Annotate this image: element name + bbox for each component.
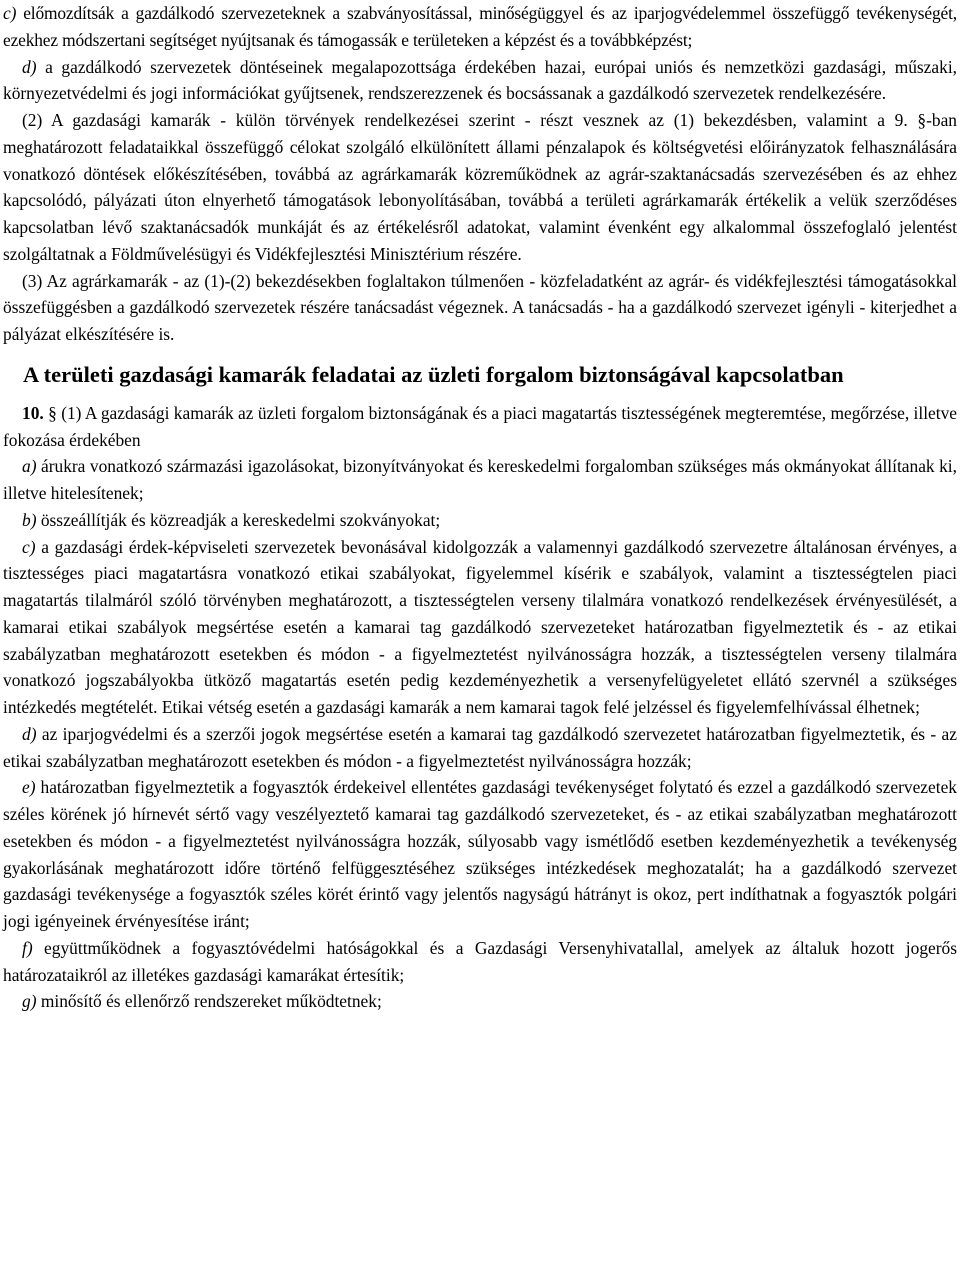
- paragraph-text: előmozdítsák a gazdálkodó szervezeteknek a szabványosítással, minőségüggyel és az iparjogvédelemmel összefüggő tevékenységét, ezekhez módszertani segítséget nyújtsanak és támogassák e területeken a képzést és a továbbképzést;: [3, 3, 957, 50]
- item-label: c): [3, 3, 17, 23]
- paragraph-text: határozatban figyelmeztetik a fogyasztók érdekeivel ellentétes gazdasági tevékenységet folytató és ezzel a gazdálkodó szervezetek széles körének jó hírnevét sértő vagy veszélyeztető kamarai tag gazdálkodó szervezeteket, és - az etikai szabályzatban meghatározott esetekben és módon - a figyelmeztetést nyilvánosságra hozzák, súlyosabb vagy ismétlődő esetben kezdeményezhetik a tevékenység gyakorlásának meghatározott időre történő felfüggesztéséhez szükséges intézkedések meghozatalát; ha a gazdálkodó szervezet gazdasági tevékenysége a fogyasztók széles körét érintő vagy jelentős nagyságú hátrányt is okoz, pert indíthatnak a fogyasztók polgári jogi igényeinek érvényesítése iránt;: [3, 777, 957, 931]
- paragraph-text: árukra vonatkozó származási igazolásokat, bizonyítványokat és kereskedelmi forgalomban szükséges más okmányokat állítanak ki, illetve hitelesítenek;: [3, 456, 957, 503]
- paragraph-e: [3, 774, 957, 935]
- paragraph-2: [3, 107, 957, 268]
- item-label: d): [22, 56, 37, 77]
- paragraph-a: [3, 453, 957, 507]
- paragraph-text: az iparjogvédelmi és a szerzői jogok megsértése esetén a kamarai tag gazdálkodó szervezetet határozatban figyelmeztetik, és - az etikai szabályzatban meghatározott esetekben és módon - a figyelmeztetést nyilvánosságra hozzák;: [3, 723, 957, 771]
- item-label: f): [22, 937, 33, 958]
- paragraph-text: a gazdasági érdek-képviseleti szervezetek bevonásával kidolgozzák a valamennyi gazdálkodó szervezetre általánosan érvényes, a tisztességes piaci magatartásra vonatkozó etikai szabályokat, figyelemmel kísérik e szabályok, valamint a tisztességtelen piaci magatartás tilalmáról szóló törvényben meghatározott, a tisztességtelen verseny tilalmára vonatkozó rendelkezések érvényesülését, a kamarai etikai szabályok megsértése esetén a kamarai tag gazdálkodó szervezeteket határozatban figyelmeztetik és - az etikai szabályzatban meghatározott esetekben és módon - a figyelmeztetést nyilvánosságra hozzák, a tisztességtelen verseny tilalmára vonatkozó jogszabályokba ütköző magatartás esetén pedig kezdeményezhetik a versenyfelügyeletet ellátó szervnél a szükséges intézkedés megtételét. Etikai vétség esetén a gazdasági kamarák a nem kamarai tagok felé jelzéssel és figyelemfelhívással élhetnek;: [3, 536, 957, 717]
- paragraph-c2: [3, 534, 957, 721]
- paragraph-text: összeállítják és közreadják a kereskedelmi szokványokat;: [36, 509, 441, 530]
- paragraph-c: [3, 0, 957, 54]
- paragraph-text: § (1) A gazdasági kamarák az üzleti forgalom biztonságának és a piaci magatartás tisztességének megteremtése, megőrzése, illetve fokozása érdekében: [3, 402, 957, 450]
- section-number: 10.: [22, 402, 44, 423]
- paragraph-b: [3, 507, 957, 534]
- paragraph-text: a gazdálkodó szervezetek döntéseinek megalapozottsága érdekében hazai, európai uniós és nemzetközi gazdasági, műszaki, környezetvédelmi és jogi információkat gyűjtsenek, rendszerezzenek és bocsássanak a gazdálkodó szervezetek rendelkezésére.: [3, 56, 957, 104]
- paragraph-text: együttműködnek a fogyasztóvédelmi hatóságokkal és a Gazdasági Versenyhivatallal, amelyek az általuk hozott jogerős határozataikról az illetékes gazdasági kamarákat értesítik;: [3, 937, 957, 985]
- item-label: g): [22, 991, 37, 1012]
- paragraph-10-1: [3, 400, 957, 454]
- item-label: d): [22, 723, 37, 744]
- paragraph-f: [3, 935, 957, 989]
- paragraph-g: [3, 988, 957, 1015]
- paragraph-3: [3, 268, 957, 348]
- paragraph-text: (2) A gazdasági kamarák - külön törvények rendelkezései szerint - részt vesznek az (1) bekezdésben, valamint a 9. §-ban meghatározott feladataikkal összefüggő célokat szolgáló elkülönített állami pénzalapok és költségvetési előirányzatok felhasználására vonatkozó döntések előkészítésében, továbbá az agrárkamarák közreműködnek az agrár-szaktanácsadás szervezésében és az ehhez kapcsolódó, pályázati úton elnyerhető támogatások lebonyolításában, továbbá a területi agrárkamarák értékelik a velük szerződéses kapcsolatban lévő szaktanácsadók munkáját és az értékelésről adatokat, valamint évenként egy alkalommal összefoglaló jelentést szolgáltatnak a Földművelésügyi és Vidékfejlesztési Minisztérium részére.: [3, 110, 957, 264]
- item-label: c): [22, 536, 36, 557]
- section-heading: A területi gazdasági kamarák feladatai az üzleti forgalom biztonságával kapcsolatban: [23, 361, 844, 387]
- paragraph-d: [3, 54, 957, 108]
- item-label: a): [22, 456, 37, 477]
- item-label: e): [22, 777, 36, 798]
- paragraph-d2: [3, 721, 957, 775]
- item-label: b): [22, 509, 37, 530]
- paragraph-text: minősítő és ellenőrző rendszereket működtetnek;: [36, 991, 382, 1012]
- paragraph-text: (3) Az agrárkamarák - az (1)-(2) bekezdésekben foglaltakon túlmenően - közfeladatként az agrár- és vidékfejlesztési támogatásokkal összefüggésben a gazdálkodó szervezetek részére tanácsadást végeznek. A tanácsadás - ha a gazdálkodó szervezet igényli - kiterjedhet a pályázat elkészítésére is.: [3, 270, 957, 344]
